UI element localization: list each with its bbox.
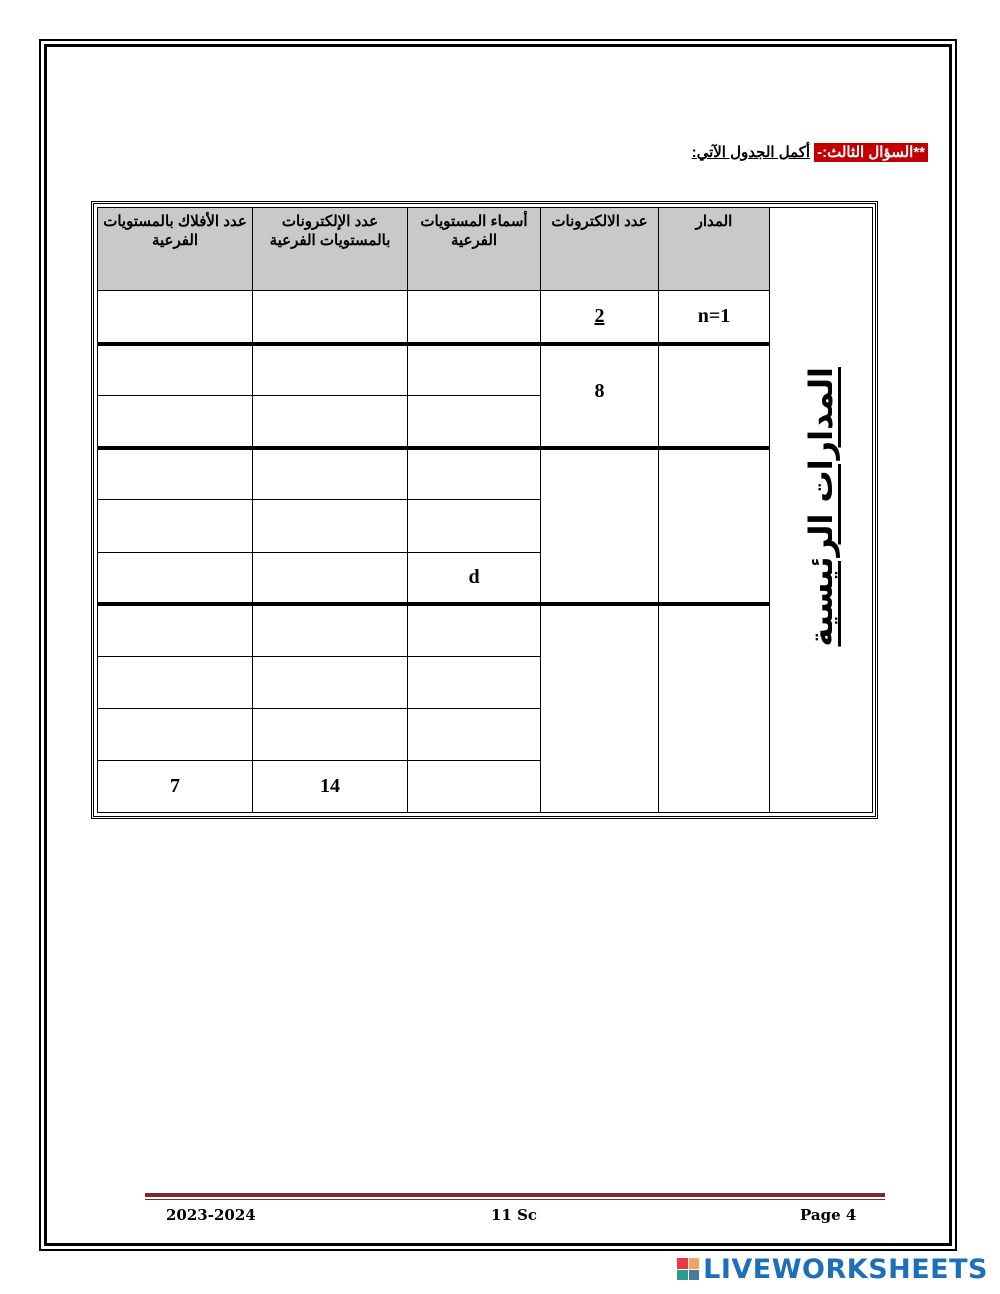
answer-cell[interactable] bbox=[98, 552, 253, 604]
answer-cell[interactable] bbox=[253, 708, 408, 760]
answer-cell[interactable] bbox=[408, 448, 541, 500]
orbits-table bbox=[97, 207, 873, 813]
answer-cell[interactable] bbox=[98, 500, 253, 552]
answer-cell[interactable] bbox=[408, 656, 541, 708]
answer-cell[interactable] bbox=[253, 291, 408, 344]
header-orbit: المدار bbox=[659, 208, 770, 291]
liveworksheets-grid-icon bbox=[677, 1258, 699, 1280]
answer-cell[interactable] bbox=[408, 500, 541, 552]
liveworksheets-brand: LIVEWORKSHEETS bbox=[703, 1253, 988, 1285]
answer-cell[interactable] bbox=[253, 604, 408, 656]
answer-cell[interactable] bbox=[98, 344, 253, 396]
liveworksheets-logo bbox=[677, 1254, 988, 1284]
answer-cell[interactable] bbox=[253, 448, 408, 500]
question-instruction: أكمل الجدول الآتي: bbox=[691, 144, 811, 161]
answer-cell[interactable] bbox=[253, 552, 408, 604]
answer-cell[interactable] bbox=[98, 656, 253, 708]
question-label: **السؤال الثالث:- bbox=[814, 143, 928, 162]
orbit-n4-answer[interactable] bbox=[659, 604, 770, 812]
header-sublevel-orbitals: عدد الأفلاك بالمستويات الفرعية bbox=[98, 208, 253, 291]
answer-cell[interactable] bbox=[408, 291, 541, 344]
answer-cell[interactable] bbox=[253, 500, 408, 552]
orbit-n1: n=1 bbox=[659, 291, 770, 344]
answer-cell[interactable] bbox=[253, 396, 408, 448]
answer-cell[interactable] bbox=[253, 344, 408, 396]
electrons-n2: 8 bbox=[541, 344, 659, 448]
electrons-n1: 2 bbox=[541, 291, 659, 344]
orbits-table-frame bbox=[91, 201, 878, 819]
electrons-f: 14 bbox=[253, 760, 408, 812]
answer-cell[interactable] bbox=[98, 604, 253, 656]
header-sublevel-names: أسماء المستويات الفرعية bbox=[408, 208, 541, 291]
side-title: المدارات الرئيسية bbox=[802, 367, 840, 647]
electrons-n4-answer[interactable] bbox=[541, 604, 659, 812]
question-heading bbox=[692, 143, 928, 161]
orbitals-f: 7 bbox=[98, 760, 253, 812]
answer-cell[interactable] bbox=[98, 291, 253, 344]
header-sublevel-electrons: عدد الإلكترونات بالمستويات الفرعية bbox=[253, 208, 408, 291]
answer-cell[interactable] bbox=[408, 344, 541, 396]
orbit-n2-answer[interactable] bbox=[659, 344, 770, 448]
footer-year: 2023-2024 bbox=[166, 1206, 256, 1224]
answer-cell[interactable] bbox=[408, 604, 541, 656]
answer-cell[interactable] bbox=[98, 448, 253, 500]
answer-cell[interactable] bbox=[408, 708, 541, 760]
answer-cell[interactable] bbox=[98, 396, 253, 448]
footer-class: 11 Sc bbox=[491, 1206, 538, 1224]
footer-page: Page 4 bbox=[800, 1206, 857, 1224]
answer-cell[interactable] bbox=[408, 760, 541, 812]
electrons-n3-answer[interactable] bbox=[541, 448, 659, 604]
orbit-n3-answer[interactable] bbox=[659, 448, 770, 604]
answer-cell[interactable] bbox=[98, 708, 253, 760]
sublevel-d: d bbox=[408, 552, 541, 604]
side-title-cell bbox=[770, 208, 873, 813]
answer-cell[interactable] bbox=[408, 396, 541, 448]
answer-cell[interactable] bbox=[253, 656, 408, 708]
header-electron-count: عدد الالكترونات bbox=[541, 208, 659, 291]
footer-divider bbox=[145, 1193, 885, 1197]
footer-divider-thin bbox=[145, 1199, 885, 1200]
